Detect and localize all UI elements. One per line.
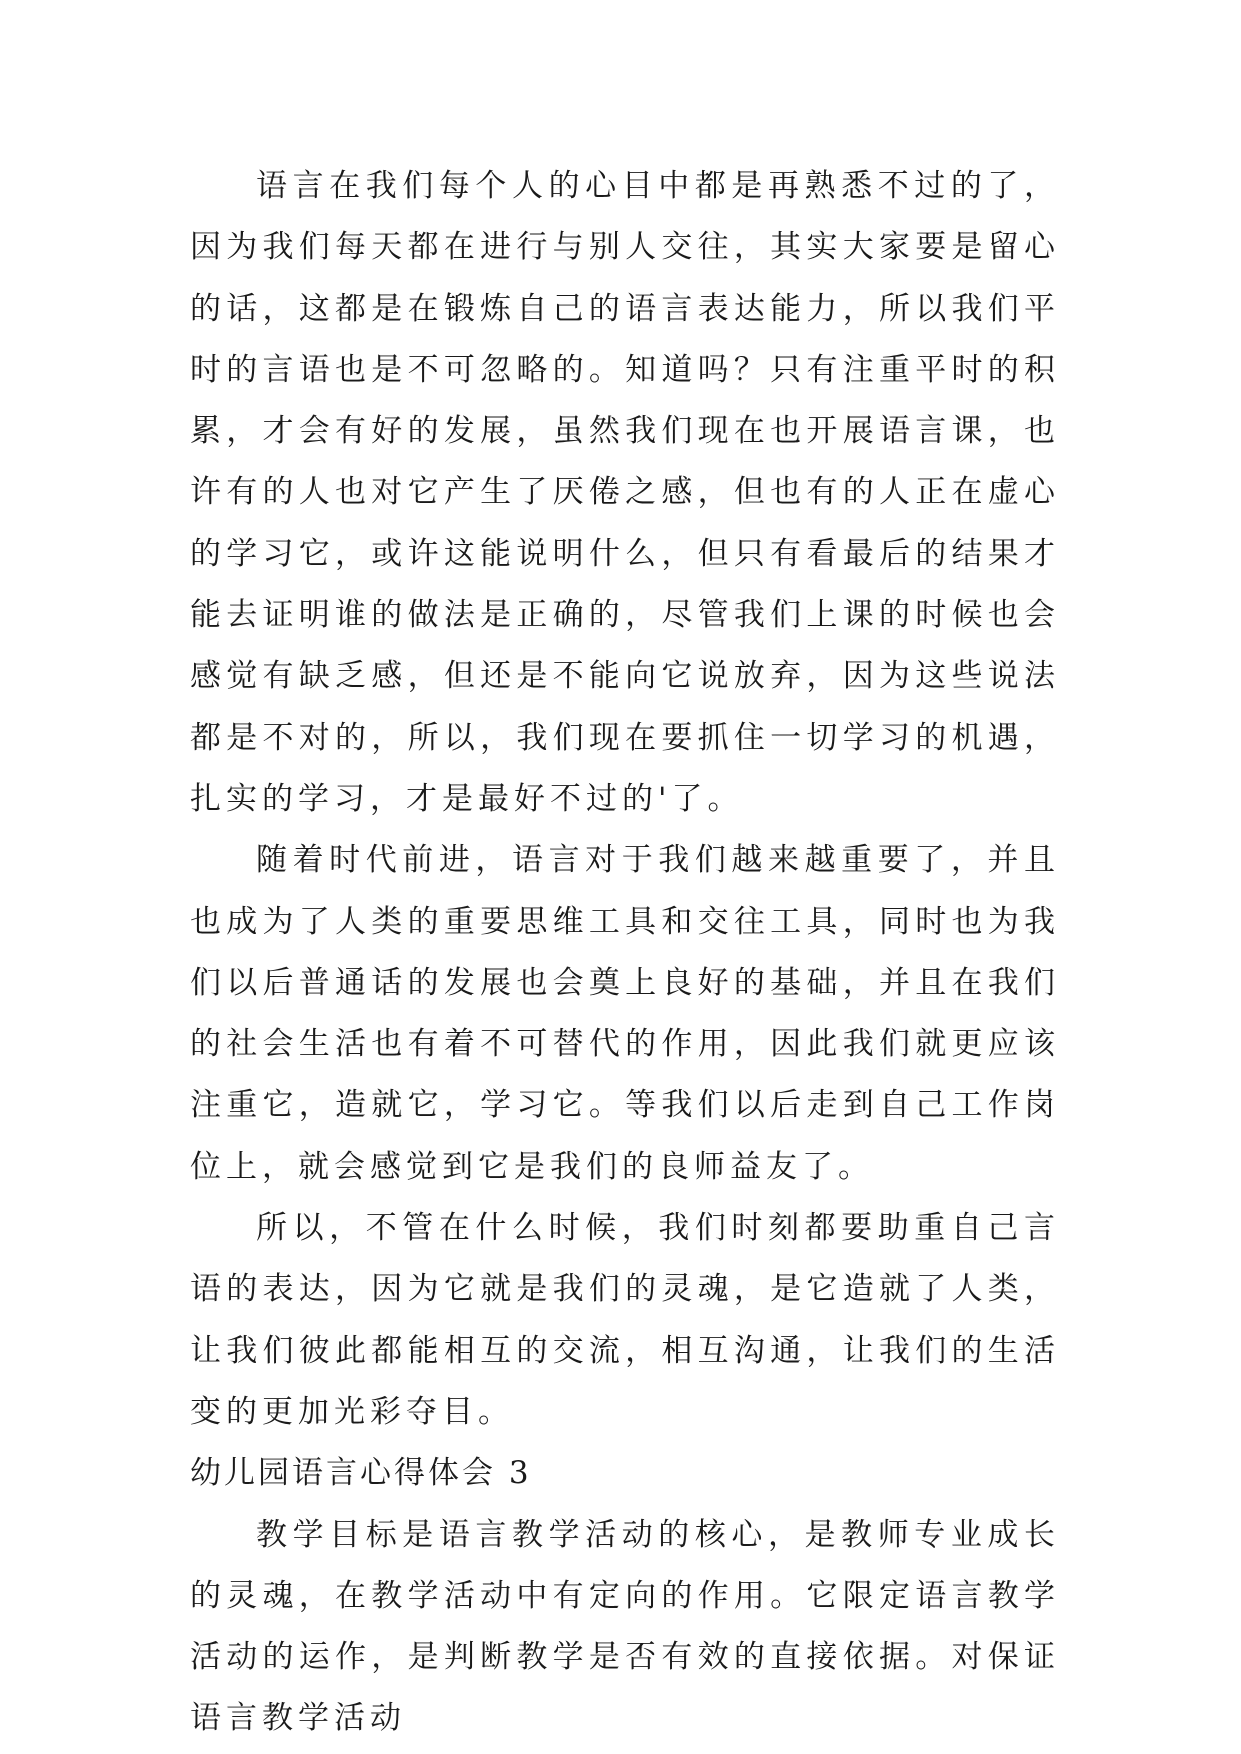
section-heading: 幼儿园语言心得体会 3 <box>190 1455 532 1492</box>
paragraph-3: 所以，不管在什么时候，我们时刻都要助重自己言语的表达，因为它就是我们的灵魂，是它造就了人类，让我们彼此都能相互的交流，相互沟通，让我们的生活变的更加光彩夺目。 <box>190 1210 1060 1430</box>
paragraph-1: 语言在我们每个人的心目中都是再熟悉不过的了，因为我们每天都在进行与别人交往，其实大家要是留心的话，这都是在锻炼自己的语言表达能力，所以我们平时的言语也是不可忽略的。知道吗？只有注重平时的积累，才会有好的发展，虽然我们现在也开展语言课，也许有的人也对它产生了厌倦之感，但也有的人正在虚心的学习它，或许这能说明什么，但只有看最后的结果才能去证明谁的做法是正确的，尽管我们上课的时候也会感觉有缺乏感，但还是不能向它说放弃，因为这些说法都是不对的，所以，我们现在要抓住一切学习的机遇，扎实的学习，才是最好不过的'了。 <box>190 168 1060 817</box>
document-body <box>190 156 1060 1750</box>
section-paragraph: 教学目标是语言教学活动的核心，是教师专业成长的灵魂，在教学活动中有定向的作用。它限定语言教学活动的运作，是判断教学是否有效的直接依据。对保证语言教学活动 <box>190 1516 1060 1737</box>
paragraph-2: 随着时代前进，语言对于我们越来越重要了，并且也成为了人类的重要思维工具和交往工具，同时也为我们以后普通话的发展也会奠上良好的基础，并且在我们的社会生活也有着不可替代的作用，因此我们就更应该注重它，造就它，学习它。等我们以后走到自己工作岗位上，就会感觉到它是我们的良师益友了。 <box>190 842 1060 1185</box>
